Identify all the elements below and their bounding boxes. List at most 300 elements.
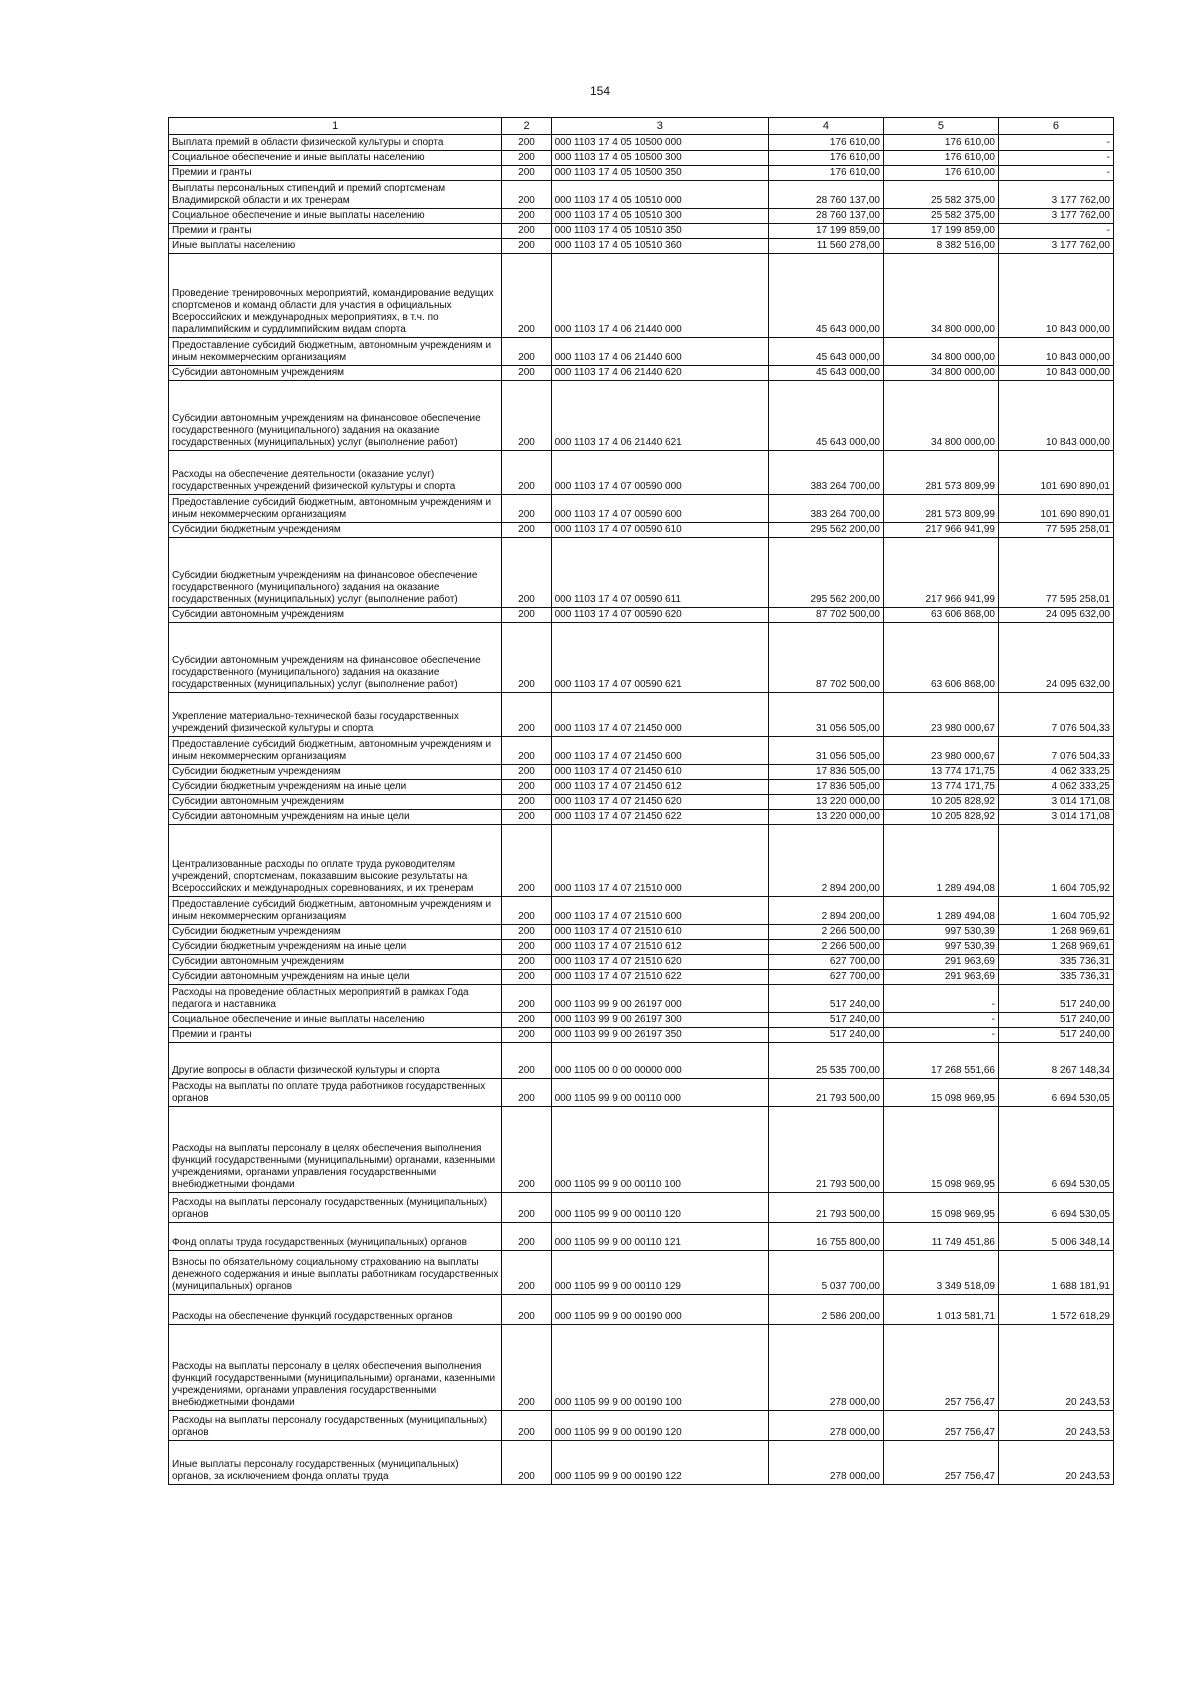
table-row <box>169 1325 1114 1411</box>
executed-amount-cell: 11 749 451,86 <box>883 1223 998 1251</box>
remaining-amount-cell: 8 267 148,34 <box>998 1043 1113 1079</box>
remaining-amount-cell: 101 690 890,01 <box>998 495 1113 523</box>
budget-classification-code-cell: 000 1103 17 4 07 00590 620 <box>551 608 768 623</box>
budget-classification-code-cell: 000 1103 99 9 00 26197 000 <box>551 985 768 1013</box>
table-row <box>169 765 1114 780</box>
executed-amount-cell: 217 966 941,99 <box>883 538 998 608</box>
admin-code-cell: 200 <box>502 451 551 495</box>
expense-name-cell: Предоставление субсидий бюджетным, автономным учреждениям и иным некоммерческим организациям <box>169 897 502 925</box>
budget-classification-code-cell: 000 1103 17 4 07 21450 600 <box>551 737 768 765</box>
expense-name-cell: Субсидии бюджетным учреждениям <box>169 765 502 780</box>
expense-name-cell: Выплата премий в области физической культуры и спорта <box>169 135 502 151</box>
expense-name-cell: Социальное обеспечение и иные выплаты населению <box>169 1013 502 1028</box>
expense-name-cell: Иные выплаты населению <box>169 239 502 254</box>
expense-name-cell: Субсидии автономным учреждениям <box>169 608 502 623</box>
table-row <box>169 209 1114 224</box>
approved-amount-cell: 295 562 200,00 <box>769 538 884 608</box>
expense-name-cell: Фонд оплаты труда государственных (муниципальных) органов <box>169 1223 502 1251</box>
approved-amount-cell: 278 000,00 <box>769 1325 884 1411</box>
executed-amount-cell: 997 530,39 <box>883 940 998 955</box>
admin-code-cell: 200 <box>502 1043 551 1079</box>
executed-amount-cell: 281 573 809,99 <box>883 495 998 523</box>
admin-code-cell: 200 <box>502 1411 551 1441</box>
expense-name-cell: Взносы по обязательному социальному страхованию на выплаты денежного содержания и иные выплаты работникам государственных (муниципальных) органов <box>169 1251 502 1295</box>
expense-name-cell: Субсидии бюджетным учреждениям на финансовое обеспечение государственного (муниципального) задания на оказание государственных (муниципальных) услуг (выполнение работ) <box>169 538 502 608</box>
budget-classification-code-cell: 000 1103 17 4 06 21440 000 <box>551 254 768 338</box>
approved-amount-cell: 16 755 800,00 <box>769 1223 884 1251</box>
approved-amount-cell: 2 266 500,00 <box>769 925 884 940</box>
budget-classification-code-cell: 000 1105 99 9 00 00190 122 <box>551 1441 768 1485</box>
table-row <box>169 381 1114 451</box>
approved-amount-cell: 28 760 137,00 <box>769 181 884 209</box>
expense-name-cell: Субсидии бюджетным учреждениям <box>169 523 502 538</box>
remaining-amount-cell: 3 014 171,08 <box>998 810 1113 825</box>
budget-classification-code-cell: 000 1103 17 4 05 10510 350 <box>551 224 768 239</box>
executed-amount-cell: 997 530,39 <box>883 925 998 940</box>
column-header: 3 <box>551 118 768 135</box>
admin-code-cell: 200 <box>502 523 551 538</box>
admin-code-cell: 200 <box>502 366 551 381</box>
expense-name-cell: Премии и гранты <box>169 224 502 239</box>
budget-classification-code-cell: 000 1105 99 9 00 00110 120 <box>551 1193 768 1223</box>
budget-classification-code-cell: 000 1103 17 4 07 21450 612 <box>551 780 768 795</box>
table-row <box>169 538 1114 608</box>
admin-code-cell: 200 <box>502 737 551 765</box>
table-row <box>169 451 1114 495</box>
executed-amount-cell: - <box>883 985 998 1013</box>
admin-code-cell: 200 <box>502 608 551 623</box>
admin-code-cell: 200 <box>502 538 551 608</box>
expense-name-cell: Расходы на проведение областных мероприятий в рамках Года педагога и наставника <box>169 985 502 1013</box>
remaining-amount-cell: 7 076 504,33 <box>998 737 1113 765</box>
table-row <box>169 151 1114 166</box>
remaining-amount-cell: 24 095 632,00 <box>998 623 1113 693</box>
table-row <box>169 254 1114 338</box>
expense-name-cell: Субсидии автономным учреждениям <box>169 366 502 381</box>
admin-code-cell: 200 <box>502 970 551 985</box>
expense-name-cell: Социальное обеспечение и иные выплаты населению <box>169 209 502 224</box>
approved-amount-cell: 176 610,00 <box>769 135 884 151</box>
budget-classification-code-cell: 000 1103 17 4 07 00590 610 <box>551 523 768 538</box>
executed-amount-cell: 13 774 171,75 <box>883 765 998 780</box>
admin-code-cell: 200 <box>502 209 551 224</box>
approved-amount-cell: 45 643 000,00 <box>769 381 884 451</box>
approved-amount-cell: 87 702 500,00 <box>769 608 884 623</box>
approved-amount-cell: 21 793 500,00 <box>769 1193 884 1223</box>
budget-classification-code-cell: 000 1103 17 4 07 21510 612 <box>551 940 768 955</box>
remaining-amount-cell: 1 572 618,29 <box>998 1295 1113 1325</box>
approved-amount-cell: 13 220 000,00 <box>769 795 884 810</box>
executed-amount-cell: 17 199 859,00 <box>883 224 998 239</box>
table-row <box>169 1043 1114 1079</box>
admin-code-cell: 200 <box>502 151 551 166</box>
approved-amount-cell: 21 793 500,00 <box>769 1107 884 1193</box>
remaining-amount-cell: 101 690 890,01 <box>998 451 1113 495</box>
approved-amount-cell: 31 056 505,00 <box>769 737 884 765</box>
table-row <box>169 366 1114 381</box>
executed-amount-cell: 10 205 828,92 <box>883 810 998 825</box>
remaining-amount-cell: 335 736,31 <box>998 970 1113 985</box>
expense-name-cell: Предоставление субсидий бюджетным, автономным учреждениям и иным некоммерческим организациям <box>169 737 502 765</box>
admin-code-cell: 200 <box>502 239 551 254</box>
table-row <box>169 224 1114 239</box>
expense-name-cell: Централизованные расходы по оплате труда руководителям учреждений, спортсменам, показавшим высокие результаты на Всероссийских и международных соревнованиях, и их тренерам <box>169 825 502 897</box>
table-row <box>169 985 1114 1013</box>
approved-amount-cell: 176 610,00 <box>769 166 884 181</box>
approved-amount-cell: 278 000,00 <box>769 1411 884 1441</box>
executed-amount-cell: 291 963,69 <box>883 955 998 970</box>
executed-amount-cell: 23 980 000,67 <box>883 737 998 765</box>
remaining-amount-cell: 4 062 333,25 <box>998 780 1113 795</box>
remaining-amount-cell: 6 694 530,05 <box>998 1079 1113 1107</box>
remaining-amount-cell: 20 243,53 <box>998 1441 1113 1485</box>
table-row <box>169 1107 1114 1193</box>
budget-classification-code-cell: 000 1103 17 4 06 21440 600 <box>551 338 768 366</box>
table-row <box>169 1441 1114 1485</box>
admin-code-cell: 200 <box>502 940 551 955</box>
approved-amount-cell: 45 643 000,00 <box>769 366 884 381</box>
admin-code-cell: 200 <box>502 795 551 810</box>
executed-amount-cell: 15 098 969,95 <box>883 1079 998 1107</box>
executed-amount-cell: 3 349 518,09 <box>883 1251 998 1295</box>
remaining-amount-cell: 10 843 000,00 <box>998 254 1113 338</box>
budget-classification-code-cell: 000 1103 17 4 05 10500 350 <box>551 166 768 181</box>
admin-code-cell: 200 <box>502 1223 551 1251</box>
expense-name-cell: Предоставление субсидий бюджетным, автономным учреждениям и иным некоммерческим организациям <box>169 495 502 523</box>
table-row <box>169 955 1114 970</box>
table-row <box>169 1028 1114 1043</box>
budget-classification-code-cell: 000 1105 99 9 00 00110 000 <box>551 1079 768 1107</box>
table-row <box>169 166 1114 181</box>
budget-classification-code-cell: 000 1103 17 4 07 21450 000 <box>551 693 768 737</box>
table-row <box>169 135 1114 151</box>
admin-code-cell: 200 <box>502 381 551 451</box>
column-header: 2 <box>502 118 551 135</box>
expense-name-cell: Расходы на обеспечение деятельности (оказание услуг) государственных учреждений физической культуры и спорта <box>169 451 502 495</box>
approved-amount-cell: 517 240,00 <box>769 985 884 1013</box>
approved-amount-cell: 11 560 278,00 <box>769 239 884 254</box>
expense-name-cell: Предоставление субсидий бюджетным, автономным учреждениям и иным некоммерческим организациям <box>169 338 502 366</box>
approved-amount-cell: 45 643 000,00 <box>769 338 884 366</box>
remaining-amount-cell: 3 014 171,08 <box>998 795 1113 810</box>
admin-code-cell: 200 <box>502 338 551 366</box>
budget-classification-code-cell: 000 1103 17 4 05 10500 000 <box>551 135 768 151</box>
admin-code-cell: 200 <box>502 181 551 209</box>
table-row <box>169 780 1114 795</box>
approved-amount-cell: 17 836 505,00 <box>769 765 884 780</box>
budget-classification-code-cell: 000 1105 99 9 00 00110 121 <box>551 1223 768 1251</box>
executed-amount-cell: 10 205 828,92 <box>883 795 998 810</box>
remaining-amount-cell: 517 240,00 <box>998 1028 1113 1043</box>
executed-amount-cell: 34 800 000,00 <box>883 254 998 338</box>
expense-name-cell: Расходы на выплаты персоналу в целях обеспечения выполнения функций государственными (муниципальными) органами, казенными учреждениями, органами управления государственными внебюджетными фондами <box>169 1107 502 1193</box>
remaining-amount-cell: 1 604 705,92 <box>998 825 1113 897</box>
expense-name-cell: Субсидии бюджетным учреждениям на иные цели <box>169 780 502 795</box>
approved-amount-cell: 176 610,00 <box>769 151 884 166</box>
executed-amount-cell: - <box>883 1028 998 1043</box>
expense-name-cell: Укрепление материально-технической базы государственных учреждений физической культуры и спорта <box>169 693 502 737</box>
executed-amount-cell: 15 098 969,95 <box>883 1193 998 1223</box>
approved-amount-cell: 517 240,00 <box>769 1013 884 1028</box>
table-row <box>169 181 1114 209</box>
remaining-amount-cell: 77 595 258,01 <box>998 523 1113 538</box>
expense-name-cell: Премии и гранты <box>169 166 502 181</box>
budget-classification-code-cell: 000 1103 17 4 07 21510 600 <box>551 897 768 925</box>
remaining-amount-cell: 6 694 530,05 <box>998 1107 1113 1193</box>
expense-name-cell: Социальное обеспечение и иные выплаты населению <box>169 151 502 166</box>
remaining-amount-cell: 3 177 762,00 <box>998 209 1113 224</box>
budget-classification-code-cell: 000 1103 17 4 06 21440 621 <box>551 381 768 451</box>
table-row <box>169 1295 1114 1325</box>
approved-amount-cell: 13 220 000,00 <box>769 810 884 825</box>
executed-amount-cell: 176 610,00 <box>883 151 998 166</box>
approved-amount-cell: 627 700,00 <box>769 955 884 970</box>
remaining-amount-cell: - <box>998 151 1113 166</box>
executed-amount-cell: 8 382 516,00 <box>883 239 998 254</box>
executed-amount-cell: 1 289 494,08 <box>883 897 998 925</box>
approved-amount-cell: 517 240,00 <box>769 1028 884 1043</box>
remaining-amount-cell: 517 240,00 <box>998 985 1113 1013</box>
admin-code-cell: 200 <box>502 166 551 181</box>
approved-amount-cell: 383 264 700,00 <box>769 451 884 495</box>
executed-amount-cell: 1 013 581,71 <box>883 1295 998 1325</box>
executed-amount-cell: 217 966 941,99 <box>883 523 998 538</box>
budget-classification-code-cell: 000 1103 99 9 00 26197 300 <box>551 1013 768 1028</box>
budget-classification-code-cell: 000 1103 17 4 07 21450 610 <box>551 765 768 780</box>
expense-name-cell: Иные выплаты персоналу государственных (муниципальных) органов, за исключением фонда оплаты труда <box>169 1441 502 1485</box>
table-row <box>169 925 1114 940</box>
remaining-amount-cell: 1 604 705,92 <box>998 897 1113 925</box>
table-row <box>169 810 1114 825</box>
admin-code-cell: 200 <box>502 224 551 239</box>
remaining-amount-cell: 4 062 333,25 <box>998 765 1113 780</box>
table-row <box>169 1223 1114 1251</box>
budget-classification-code-cell: 000 1105 99 9 00 00110 100 <box>551 1107 768 1193</box>
table-row <box>169 1193 1114 1223</box>
expense-name-cell: Субсидии автономным учреждениям <box>169 795 502 810</box>
table-row <box>169 338 1114 366</box>
remaining-amount-cell: 1 268 969,61 <box>998 940 1113 955</box>
remaining-amount-cell: 517 240,00 <box>998 1013 1113 1028</box>
admin-code-cell: 200 <box>502 1441 551 1485</box>
approved-amount-cell: 25 535 700,00 <box>769 1043 884 1079</box>
budget-classification-code-cell: 000 1103 17 4 07 21510 000 <box>551 825 768 897</box>
remaining-amount-cell: 1 688 181,91 <box>998 1251 1113 1295</box>
budget-classification-code-cell: 000 1105 99 9 00 00110 129 <box>551 1251 768 1295</box>
executed-amount-cell: 176 610,00 <box>883 135 998 151</box>
expense-name-cell: Проведение тренировочных мероприятий, командирование ведущих спортсменов и команд области для участия в официальных Всероссийских и международных мероприятиях, в т.ч. по паралимпийским и сурдлимпийским видам спорта <box>169 254 502 338</box>
expense-name-cell: Субсидии автономным учреждениям <box>169 955 502 970</box>
remaining-amount-cell: 5 006 348,14 <box>998 1223 1113 1251</box>
table-row <box>169 737 1114 765</box>
expense-name-cell: Премии и гранты <box>169 1028 502 1043</box>
approved-amount-cell: 295 562 200,00 <box>769 523 884 538</box>
executed-amount-cell: 17 268 551,66 <box>883 1043 998 1079</box>
admin-code-cell: 200 <box>502 765 551 780</box>
approved-amount-cell: 2 894 200,00 <box>769 825 884 897</box>
executed-amount-cell: - <box>883 1013 998 1028</box>
remaining-amount-cell: 3 177 762,00 <box>998 239 1113 254</box>
admin-code-cell: 200 <box>502 254 551 338</box>
column-header: 5 <box>883 118 998 135</box>
admin-code-cell: 200 <box>502 825 551 897</box>
budget-classification-code-cell: 000 1105 00 0 00 00000 000 <box>551 1043 768 1079</box>
remaining-amount-cell: - <box>998 224 1113 239</box>
admin-code-cell: 200 <box>502 1251 551 1295</box>
executed-amount-cell: 34 800 000,00 <box>883 366 998 381</box>
budget-classification-code-cell: 000 1103 17 4 07 21510 622 <box>551 970 768 985</box>
approved-amount-cell: 2 586 200,00 <box>769 1295 884 1325</box>
admin-code-cell: 200 <box>502 1295 551 1325</box>
approved-amount-cell: 28 760 137,00 <box>769 209 884 224</box>
executed-amount-cell: 176 610,00 <box>883 166 998 181</box>
executed-amount-cell: 15 098 969,95 <box>883 1107 998 1193</box>
expense-name-cell: Выплаты персональных стипендий и премий спортсменам Владимирской области и их тренерам <box>169 181 502 209</box>
table-row <box>169 608 1114 623</box>
table-row <box>169 795 1114 810</box>
budget-classification-code-cell: 000 1105 99 9 00 00190 120 <box>551 1411 768 1441</box>
approved-amount-cell: 627 700,00 <box>769 970 884 985</box>
budget-classification-code-cell: 000 1103 17 4 07 00590 600 <box>551 495 768 523</box>
admin-code-cell: 200 <box>502 1107 551 1193</box>
remaining-amount-cell: - <box>998 135 1113 151</box>
expense-name-cell: Субсидии бюджетным учреждениям на иные цели <box>169 940 502 955</box>
remaining-amount-cell: 1 268 969,61 <box>998 925 1113 940</box>
admin-code-cell: 200 <box>502 1013 551 1028</box>
remaining-amount-cell: 10 843 000,00 <box>998 366 1113 381</box>
expense-name-cell: Расходы на выплаты персоналу государственных (муниципальных) органов <box>169 1411 502 1441</box>
approved-amount-cell: 2 894 200,00 <box>769 897 884 925</box>
remaining-amount-cell: 24 095 632,00 <box>998 608 1113 623</box>
budget-classification-code-cell: 000 1103 17 4 07 21510 620 <box>551 955 768 970</box>
executed-amount-cell: 25 582 375,00 <box>883 181 998 209</box>
executed-amount-cell: 25 582 375,00 <box>883 209 998 224</box>
table-row <box>169 1411 1114 1441</box>
table-row <box>169 1013 1114 1028</box>
table-row <box>169 940 1114 955</box>
admin-code-cell: 200 <box>502 985 551 1013</box>
budget-classification-code-cell: 000 1105 99 9 00 00190 100 <box>551 1325 768 1411</box>
admin-code-cell: 200 <box>502 955 551 970</box>
admin-code-cell: 200 <box>502 810 551 825</box>
budget-classification-code-cell: 000 1105 99 9 00 00190 000 <box>551 1295 768 1325</box>
approved-amount-cell: 21 793 500,00 <box>769 1079 884 1107</box>
expense-name-cell: Расходы на выплаты персоналу в целях обеспечения выполнения функций государственными (муниципальными) органами, казенными учреждениями, органами управления государственными внебюджетными фондами <box>169 1325 502 1411</box>
executed-amount-cell: 257 756,47 <box>883 1325 998 1411</box>
executed-amount-cell: 257 756,47 <box>883 1441 998 1485</box>
admin-code-cell: 200 <box>502 693 551 737</box>
remaining-amount-cell: 335 736,31 <box>998 955 1113 970</box>
page-number: 154 <box>589 84 611 98</box>
expense-name-cell: Расходы на обеспечение функций государственных органов <box>169 1295 502 1325</box>
budget-classification-code-cell: 000 1103 99 9 00 26197 350 <box>551 1028 768 1043</box>
expense-name-cell: Субсидии автономным учреждениям на иные цели <box>169 970 502 985</box>
table-row <box>169 897 1114 925</box>
admin-code-cell: 200 <box>502 1193 551 1223</box>
table-row <box>169 623 1114 693</box>
expense-name-cell: Расходы на выплаты персоналу государственных (муниципальных) органов <box>169 1193 502 1223</box>
admin-code-cell: 200 <box>502 1325 551 1411</box>
budget-classification-code-cell: 000 1103 17 4 05 10500 300 <box>551 151 768 166</box>
budget-classification-code-cell: 000 1103 17 4 07 00590 000 <box>551 451 768 495</box>
budget-classification-code-cell: 000 1103 17 4 07 00590 621 <box>551 623 768 693</box>
table-row <box>169 495 1114 523</box>
column-header: 4 <box>769 118 884 135</box>
executed-amount-cell: 63 606 868,00 <box>883 623 998 693</box>
admin-code-cell: 200 <box>502 780 551 795</box>
table-row <box>169 1079 1114 1107</box>
approved-amount-cell: 45 643 000,00 <box>769 254 884 338</box>
executed-amount-cell: 13 774 171,75 <box>883 780 998 795</box>
budget-classification-code-cell: 000 1103 17 4 06 21440 620 <box>551 366 768 381</box>
approved-amount-cell: 17 836 505,00 <box>769 780 884 795</box>
expense-name-cell: Субсидии автономным учреждениям на финансовое обеспечение государственного (муниципального) задания на оказание государственных (муниципальных) услуг (выполнение работ) <box>169 381 502 451</box>
remaining-amount-cell: 7 076 504,33 <box>998 693 1113 737</box>
approved-amount-cell: 17 199 859,00 <box>769 224 884 239</box>
admin-code-cell: 200 <box>502 495 551 523</box>
table-row <box>169 693 1114 737</box>
table-row <box>169 1251 1114 1295</box>
budget-classification-code-cell: 000 1103 17 4 07 21510 610 <box>551 925 768 940</box>
admin-code-cell: 200 <box>502 1079 551 1107</box>
expense-name-cell: Другие вопросы в области физической культуры и спорта <box>169 1043 502 1079</box>
remaining-amount-cell: 77 595 258,01 <box>998 538 1113 608</box>
approved-amount-cell: 87 702 500,00 <box>769 623 884 693</box>
approved-amount-cell: 5 037 700,00 <box>769 1251 884 1295</box>
executed-amount-cell: 23 980 000,67 <box>883 693 998 737</box>
remaining-amount-cell: 6 694 530,05 <box>998 1193 1113 1223</box>
executed-amount-cell: 257 756,47 <box>883 1411 998 1441</box>
admin-code-cell: 200 <box>502 623 551 693</box>
table-row <box>169 239 1114 254</box>
expense-name-cell: Субсидии бюджетным учреждениям <box>169 925 502 940</box>
approved-amount-cell: 383 264 700,00 <box>769 495 884 523</box>
remaining-amount-cell: - <box>998 166 1113 181</box>
column-header: 6 <box>998 118 1113 135</box>
column-header: 1 <box>169 118 502 135</box>
table-row <box>169 825 1114 897</box>
admin-code-cell: 200 <box>502 135 551 151</box>
remaining-amount-cell: 10 843 000,00 <box>998 381 1113 451</box>
expense-name-cell: Расходы на выплаты по оплате труда работников государственных органов <box>169 1079 502 1107</box>
budget-table <box>168 117 1114 1485</box>
remaining-amount-cell: 20 243,53 <box>998 1411 1113 1441</box>
column-number-row <box>169 118 1114 135</box>
executed-amount-cell: 291 963,69 <box>883 970 998 985</box>
budget-classification-code-cell: 000 1103 17 4 07 00590 611 <box>551 538 768 608</box>
budget-classification-code-cell: 000 1103 17 4 05 10510 300 <box>551 209 768 224</box>
approved-amount-cell: 2 266 500,00 <box>769 940 884 955</box>
approved-amount-cell: 31 056 505,00 <box>769 693 884 737</box>
admin-code-cell: 200 <box>502 1028 551 1043</box>
table-row <box>169 970 1114 985</box>
expense-name-cell: Субсидии автономным учреждениям на финансовое обеспечение государственного (муниципального) задания на оказание государственных (муниципальных) услуг (выполнение работ) <box>169 623 502 693</box>
remaining-amount-cell: 20 243,53 <box>998 1325 1113 1411</box>
executed-amount-cell: 1 289 494,08 <box>883 825 998 897</box>
budget-classification-code-cell: 000 1103 17 4 07 21450 622 <box>551 810 768 825</box>
admin-code-cell: 200 <box>502 925 551 940</box>
remaining-amount-cell: 3 177 762,00 <box>998 181 1113 209</box>
expense-name-cell: Субсидии автономным учреждениям на иные цели <box>169 810 502 825</box>
executed-amount-cell: 63 606 868,00 <box>883 608 998 623</box>
remaining-amount-cell: 10 843 000,00 <box>998 338 1113 366</box>
executed-amount-cell: 34 800 000,00 <box>883 381 998 451</box>
budget-classification-code-cell: 000 1103 17 4 07 21450 620 <box>551 795 768 810</box>
budget-classification-code-cell: 000 1103 17 4 05 10510 000 <box>551 181 768 209</box>
budget-classification-code-cell: 000 1103 17 4 05 10510 360 <box>551 239 768 254</box>
executed-amount-cell: 281 573 809,99 <box>883 451 998 495</box>
admin-code-cell: 200 <box>502 897 551 925</box>
